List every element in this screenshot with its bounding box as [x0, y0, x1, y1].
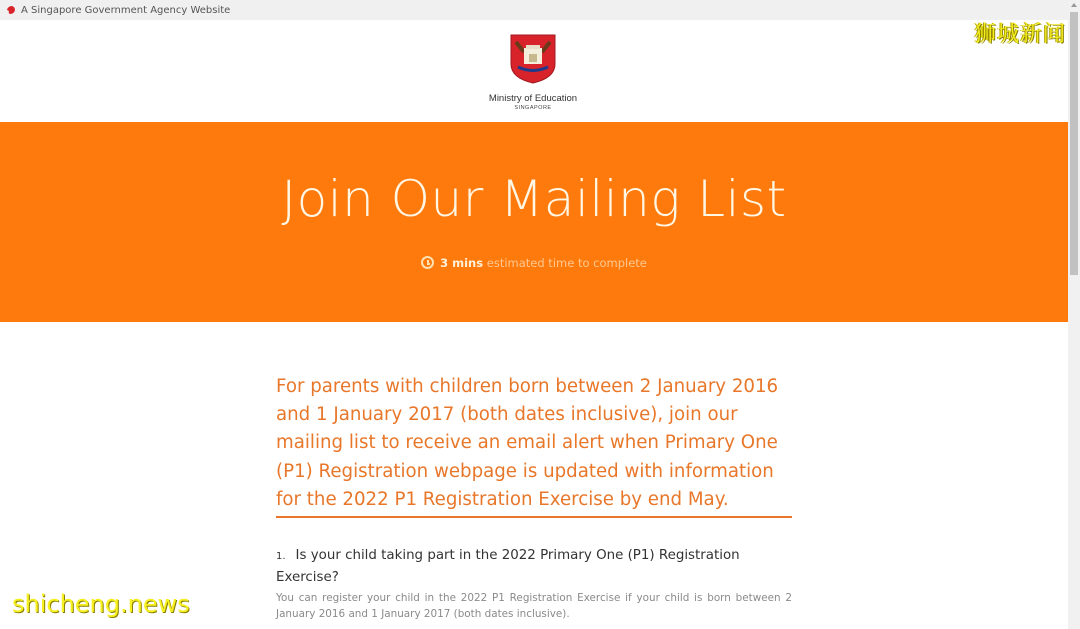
vertical-scrollbar[interactable] [1068, 0, 1080, 629]
estimated-time [0, 256, 1068, 270]
scrollbar-thumb[interactable] [1070, 12, 1078, 275]
estimated-time-label: estimated time to complete [486, 256, 647, 270]
clock-icon [421, 256, 434, 269]
watermark-chinese: 狮城新闻 [973, 22, 1066, 47]
moe-crest-icon[interactable] [510, 34, 556, 84]
government-banner-text: A Singapore Government Agency Website [21, 4, 231, 16]
hero-banner [0, 122, 1068, 322]
site-header [0, 20, 1068, 122]
question-1 [276, 545, 792, 588]
intro-text: For parents with children born between 2 January 2016 and 1 January 2017 (both dates inclusive), join our mailing list to receive an email alert when Primary One (P1) Registration webpage is updated with information for the 2022 P1 Registration Exercise by end May. [276, 373, 792, 518]
lion-head-icon [6, 5, 16, 15]
question-number: 1. [276, 551, 286, 562]
org-subtitle: SINGAPORE [514, 105, 552, 111]
scroll-up-arrow-icon[interactable] [1071, 3, 1077, 7]
watermark-site: shicheng.news [12, 590, 190, 618]
page-title: Join Our Mailing List [281, 170, 787, 228]
estimated-time-value: 3 mins [440, 256, 484, 270]
question-label: Is your child taking part in the 2022 Primary One (P1) Registration Exercise? [276, 548, 740, 585]
government-banner [0, 0, 1068, 20]
question-1-help: You can register your child in the 2022 P1 Registration Exercise if your child is born between 2 January 2016 and 1 January 2017 (both dates inclusive). [276, 592, 792, 620]
org-name: Ministry of Education [488, 93, 578, 104]
